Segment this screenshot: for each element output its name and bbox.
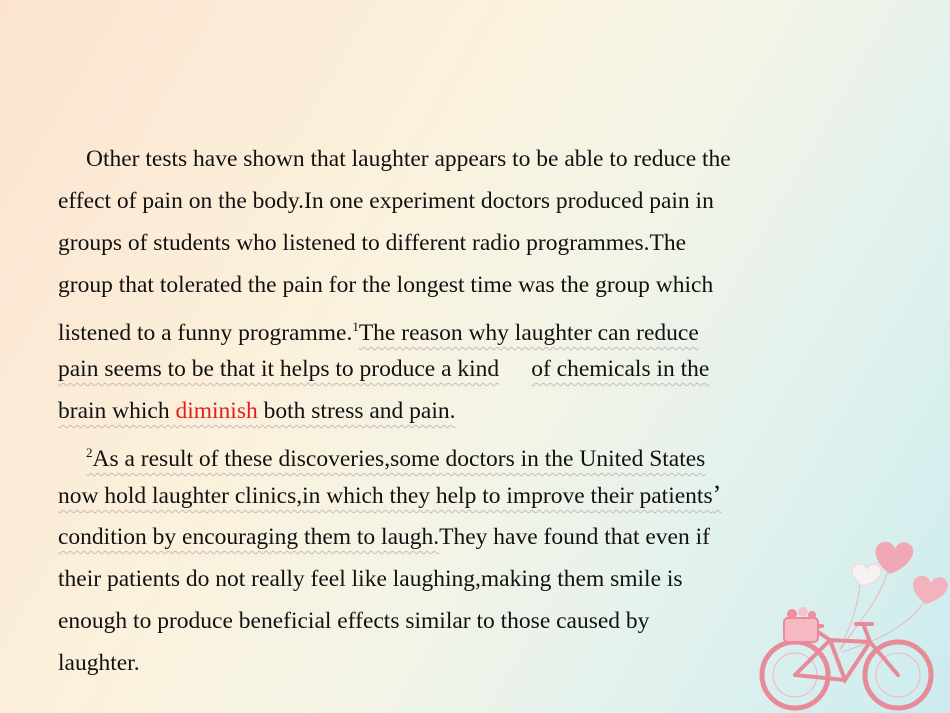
- underlined-sentence: [86, 446, 705, 472]
- passage-line: [58, 264, 868, 306]
- flower-icon: [808, 611, 816, 619]
- underlined-sentence: [58, 398, 456, 424]
- text-run: listened to a funny programme.: [58, 320, 353, 346]
- passage-line: [58, 306, 868, 348]
- text-run: They have found that even if: [439, 524, 710, 550]
- text-run: group that tolerated the pain for the longest time was the group which: [58, 272, 714, 298]
- heart-balloon-icon: [913, 576, 948, 604]
- passage-line: [58, 474, 868, 516]
- sentence-marker-2: 2: [86, 445, 93, 460]
- highlighted-word: diminish: [175, 398, 258, 424]
- flower-icon: [798, 607, 808, 617]
- passage-line: [58, 432, 868, 474]
- passage-line: [58, 180, 868, 222]
- sentence-marker-1: 1: [352, 319, 359, 334]
- text-run: groups of students who listened to different radio programmes.The: [58, 230, 687, 256]
- text-run: laughter.: [58, 650, 140, 676]
- passage-line: [58, 222, 868, 264]
- text-run: As a result of these discoveries,some doctors in the United States: [92, 446, 706, 472]
- text-run: enough to produce beneficial effects similar to those caused by: [58, 608, 650, 634]
- passage-line: [58, 390, 868, 432]
- heart-balloon-icon: [852, 564, 881, 586]
- underlined-sentence: condition by encouraging them to laugh.: [58, 524, 440, 550]
- text-run: their patients do not really feel like laughing,making them smile is: [58, 566, 683, 592]
- text-run: of chemicals in the: [531, 356, 710, 382]
- bicycle-balloon-illustration: [740, 530, 950, 713]
- underlined-sentence: The reason why laughter can reduce: [358, 320, 699, 346]
- apostrophe: ’: [712, 480, 722, 509]
- underlined-sentence: [58, 356, 709, 382]
- text-run: pain seems to be that it helps to produce a kind: [58, 356, 500, 382]
- passage-line: [58, 348, 868, 390]
- flower-icon: [787, 609, 797, 619]
- text-run: effect of pain on the body.In one experiment doctors produced pain in: [58, 188, 714, 214]
- text-run: Other tests have shown that laughter appears to be able to reduce the: [86, 146, 731, 172]
- text-run: now hold laughter clinics,in which they help to improve their patients: [58, 483, 713, 509]
- passage-line: [58, 138, 868, 180]
- underlined-sentence: [58, 480, 722, 509]
- text-run: brain which: [58, 398, 170, 424]
- basket-icon: [784, 618, 818, 642]
- text-run: both stress and pain.: [263, 398, 456, 424]
